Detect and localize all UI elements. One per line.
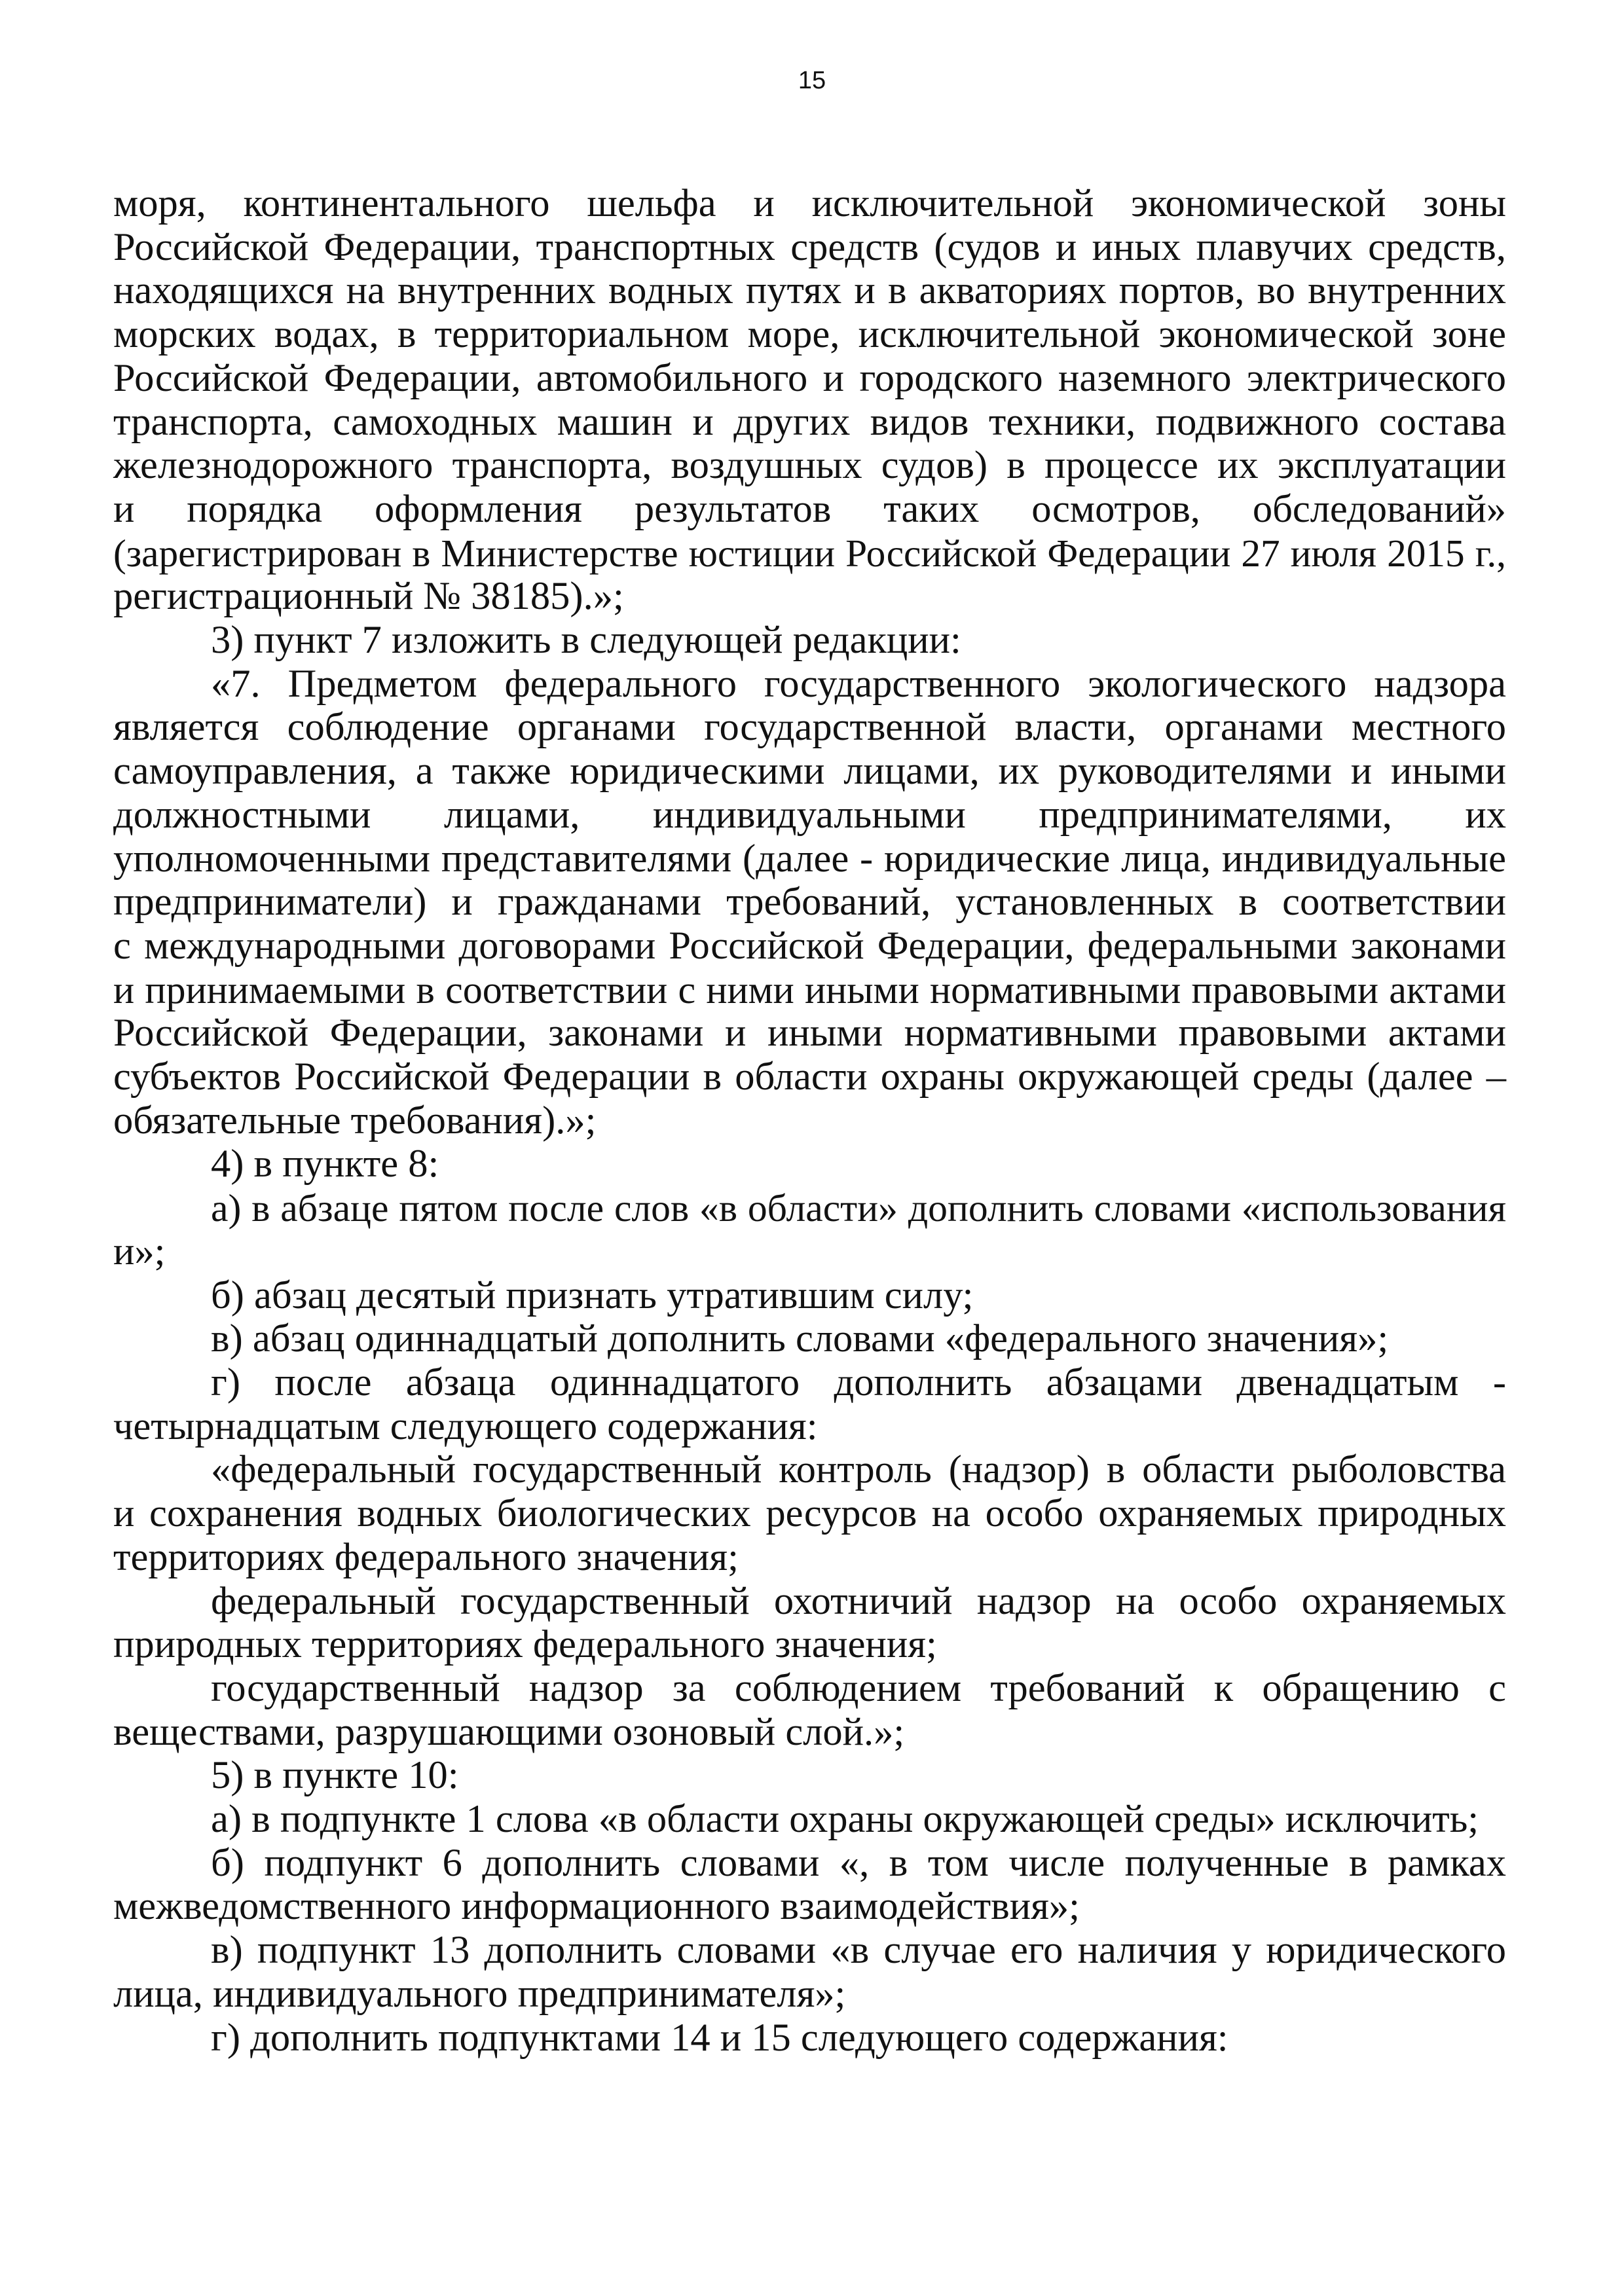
text-line: моря, континентального шельфа и исключительной экономической зоны	[113, 181, 1506, 225]
text-line: б) абзац десятый признать утратившим силу;	[211, 1273, 974, 1317]
text-line: субъектов Российской Федерации в области охраны окружающей среды (далее –	[113, 1055, 1506, 1099]
text-line: территориях федерального значения;	[113, 1535, 739, 1579]
text-line: г) дополнить подпунктами 14 и 15 следующего содержания:	[211, 2015, 1228, 2060]
text-line: находящихся на внутренних водных путях и в акваториях портов, во внутренних	[113, 268, 1506, 313]
text-line: б) подпункт 6 дополнить словами «, в том числе полученные в рамках	[211, 1840, 1506, 1885]
document-body	[113, 182, 1506, 2060]
text-line: с международными договорами Российской Федерации, федеральными законами	[113, 923, 1506, 968]
text-line: а) в подпункте 1 слова «в области охраны окружающей среды» исключить;	[211, 1797, 1479, 1842]
text-line: и принимаемыми в соответствии с ними иными нормативными правовыми актами	[113, 967, 1506, 1011]
text-line: г) после абзаца одиннадцатого дополнить абзацами двенадцатым -	[211, 1360, 1506, 1404]
text-line: транспорта, самоходных машин и других видов техники, подвижного состава	[113, 399, 1506, 444]
text-line: 4) в пункте 8:	[211, 1142, 439, 1186]
text-line: Российской Федерации, законами и иными нормативными правовыми актами	[113, 1011, 1506, 1055]
text-line: 3) пункт 7 изложить в следующей редакции:	[211, 618, 961, 663]
text-line: в) подпункт 13 дополнить словами «в случае его наличия у юридического	[211, 1928, 1506, 1973]
text-line: федеральный государственный охотничий надзор на особо охраняемых	[211, 1578, 1506, 1623]
text-line: предприниматели) и гражданами требований, установленных в соответствии	[113, 880, 1506, 924]
text-line: «7. Предметом федерального государственного экологического надзора	[211, 661, 1506, 706]
text-line: уполномоченными представителями (далее - юридические лица, индивидуальные	[113, 836, 1506, 881]
text-line: Российской Федерации, транспортных средств (судов и иных плавучих средств,	[113, 225, 1506, 269]
text-line: и порядка оформления результатов таких осмотров, обследований»	[113, 486, 1506, 531]
text-line: самоуправления, а также юридическими лицами, их руководителями и иными	[113, 749, 1506, 793]
text-line: обязательные требования).»;	[113, 1098, 597, 1142]
text-line: Российской Федерации, автомобильного и городского наземного электрического	[113, 355, 1506, 400]
text-line: и»;	[113, 1229, 166, 1273]
text-line: должностными лицами, индивидуальными предпринимателями, их	[113, 792, 1506, 837]
text-line: и сохранения водных биологических ресурсов на особо охраняемых природных	[113, 1491, 1506, 1536]
text-line: железнодорожного транспорта, воздушных судов) в процессе их эксплуатации	[113, 443, 1506, 488]
text-line: веществами, разрушающими озоновый слой.»;	[113, 1709, 905, 1754]
text-line: природных территориях федерального значения;	[113, 1622, 937, 1667]
text-line: государственный надзор за соблюдением требований к обращению с	[211, 1666, 1506, 1710]
page-number: 15	[798, 67, 826, 94]
text-line: лица, индивидуального предпринимателя»;	[113, 1971, 846, 2016]
text-line: межведомственного информационного взаимодействия»;	[113, 1884, 1080, 1929]
text-line: регистрационный № 38185).»;	[113, 574, 624, 619]
text-line: «федеральный государственный контроль (надзор) в области рыболовства	[211, 1448, 1506, 1492]
text-line: в) абзац одиннадцатый дополнить словами «федерального значения»;	[211, 1317, 1389, 1361]
text-line: (зарегистрирован в Министерстве юстиции Российской Федерации 27 июля 2015 г.,	[113, 531, 1506, 575]
text-line: 5) в пункте 10:	[211, 1753, 459, 1798]
text-line: является соблюдение органами государственной власти, органами местного	[113, 705, 1506, 750]
text-line: четырнадцатым следующего содержания:	[113, 1404, 818, 1448]
text-line: морских водах, в территориальном море, исключительной экономической зоне	[113, 312, 1506, 357]
text-line: а) в абзаце пятом после слов «в области» дополнить словами «использования	[211, 1186, 1506, 1230]
